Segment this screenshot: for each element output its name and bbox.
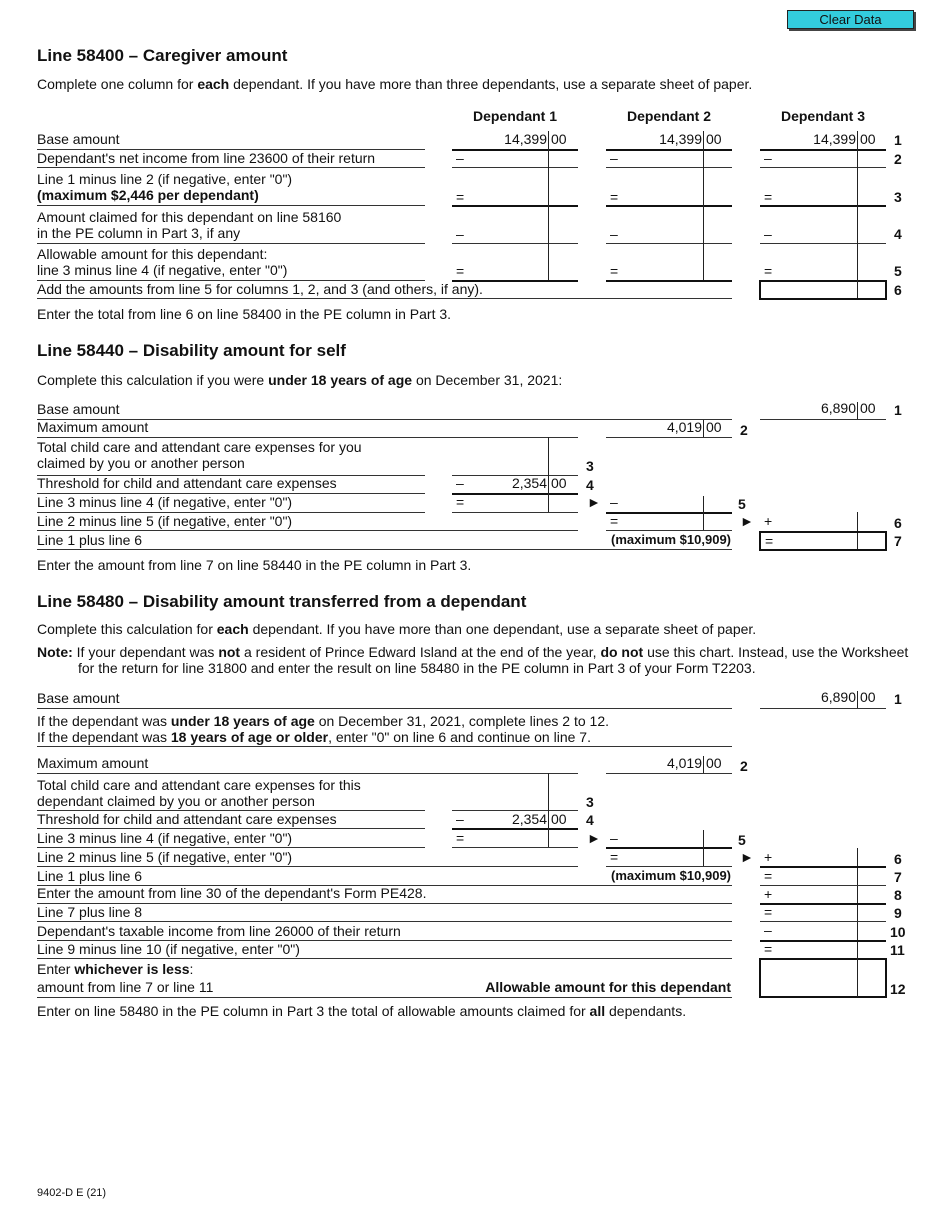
rule-line: [37, 512, 425, 513]
rule-line: [760, 280, 886, 282]
rule-line: [37, 419, 732, 420]
equals-sign: =: [456, 189, 465, 205]
row-label: Line 3 minus line 4 (if negative, enter "0"): [37, 830, 293, 846]
rule-line: [37, 149, 425, 150]
text: Enter on line 58480 in the PE column in Part 3 the total of allowable amounts claimed for: [37, 1003, 590, 1019]
amount-input[interactable]: [778, 514, 855, 530]
equals-sign: =: [764, 941, 773, 957]
base-amount-cents: 00: [706, 131, 722, 147]
text: Complete this calculation if you were: [37, 372, 269, 388]
base-amount-dollars: 14,399: [504, 131, 547, 147]
header-dependant-1: Dependant 1: [472, 108, 557, 124]
amount-input[interactable]: [620, 494, 701, 511]
caregiver-intro: [37, 76, 752, 92]
section-title-disability-self: Line 58440 – Disability amount for self: [37, 341, 346, 360]
amount-input[interactable]: [778, 904, 855, 920]
line-number: 7: [894, 869, 902, 885]
equals-sign: =: [765, 533, 774, 549]
max-amount-cents: 00: [706, 419, 722, 435]
amount-input[interactable]: [620, 849, 701, 865]
amount-input[interactable]: [620, 513, 701, 529]
equals-sign: =: [610, 189, 619, 205]
base-amount-dollars: 14,399: [659, 131, 702, 147]
text: Complete this calculation for: [37, 621, 217, 637]
equals-sign: =: [456, 263, 465, 279]
cents-divider: [703, 830, 704, 866]
text: If the dependant was: [37, 729, 171, 745]
line-number: 1: [894, 691, 902, 707]
maximum-note: (maximum $10,909): [611, 532, 731, 547]
line-number: 1: [894, 402, 902, 418]
line-number: 11: [890, 942, 905, 958]
line-number: 5: [894, 263, 902, 279]
text: If your dependant was: [72, 644, 219, 660]
amount-input[interactable]: [466, 811, 546, 827]
rule-line: [37, 205, 425, 206]
rule-line: [37, 280, 425, 281]
note: [37, 644, 908, 660]
text: , enter "0" on line 6 and continue on line 7.: [328, 729, 591, 745]
disability-self-footer: Enter the amount from line 7 on line 58440 in the PE column in Part 3.: [37, 557, 472, 573]
amount-input[interactable]: [466, 206, 576, 242]
line-number: 9: [894, 905, 902, 921]
plus-sign: +: [764, 849, 773, 865]
rule-line: [760, 419, 886, 420]
rule-line: [37, 493, 425, 494]
header-dependant-2: Dependant 2: [626, 108, 711, 124]
maximum-note: (maximum $10,909): [611, 868, 731, 883]
text: under 18 years of age: [170, 713, 315, 729]
minus-sign: –: [456, 226, 464, 242]
line-number: 4: [894, 226, 902, 242]
threshold-cents: 00: [551, 811, 567, 827]
rule-line: [37, 940, 732, 941]
amount-input[interactable]: [774, 168, 884, 204]
condition-18-or-older: [37, 729, 591, 745]
rule-line: [760, 921, 886, 922]
line-number: 1: [894, 132, 902, 148]
rule-line: [37, 243, 425, 244]
line-number: 7: [894, 533, 902, 549]
condition-under-18: [37, 713, 609, 729]
rule-line: [37, 847, 425, 848]
row-label: Add the amounts from line 5 for columns 1, 2, and 3 (and others, if any).: [37, 281, 483, 297]
equals-sign: =: [764, 189, 773, 205]
minus-sign: –: [456, 475, 464, 491]
equals-sign: =: [610, 513, 619, 529]
rule-line: [606, 773, 732, 774]
row-label: Enter the amount from line 30 of the dependant's Form PE428.: [37, 885, 427, 901]
amount-input[interactable]: [620, 150, 730, 166]
amount-input[interactable]: [774, 244, 884, 279]
line-number: 5: [738, 832, 746, 848]
line-number: 8: [894, 887, 902, 903]
text: each: [216, 621, 249, 637]
arrow-icon: ►: [587, 494, 601, 510]
rule-line: [37, 530, 578, 531]
amount-input[interactable]: [774, 150, 884, 166]
text: Complete one column for: [37, 76, 198, 92]
minus-sign: –: [456, 811, 464, 827]
rule-line: [37, 810, 425, 811]
line-number: 4: [586, 477, 594, 493]
line-number: 2: [740, 422, 748, 438]
row-label: Maximum amount: [37, 755, 149, 771]
line-number: 10: [890, 924, 906, 940]
max-amount-cents: 00: [706, 755, 722, 771]
section-title-disability-transfer: Line 58480 – Disability amount transferred from a dependant: [37, 592, 527, 611]
text: not: [218, 644, 241, 660]
amount-input[interactable]: [466, 150, 576, 166]
rule-line: [606, 280, 732, 282]
equals-sign: =: [456, 494, 465, 510]
line-6-total-box[interactable]: [759, 280, 887, 300]
rule-line: [37, 921, 732, 922]
text: use this chart. Instead, use the Worksheet: [643, 644, 909, 660]
plus-sign: +: [764, 886, 773, 902]
line-number: 3: [894, 189, 902, 205]
amount-input[interactable]: [466, 476, 546, 492]
amount-input[interactable]: [466, 168, 576, 204]
rule-line: [37, 903, 732, 904]
amount-input[interactable]: [620, 168, 730, 204]
text: If the dependant was: [37, 713, 171, 729]
rule-line: [37, 997, 732, 998]
minus-sign: –: [764, 150, 772, 166]
form-id: 9402-D E (21): [37, 1187, 107, 1199]
base-amount-cents: 00: [860, 131, 876, 147]
line-number: 6: [894, 515, 902, 531]
cents-divider: [703, 420, 704, 437]
row-label: Line 3 minus line 4 (if negative, enter "0"): [37, 494, 293, 510]
amount-input[interactable]: [778, 960, 855, 996]
text: under 18 years of age: [268, 372, 413, 388]
text: Enter: [37, 961, 75, 977]
row-label: Dependant's taxable income from line 26000 of their return: [37, 923, 401, 939]
text: dependant. If you have more than one dependant, use a separate sheet of paper.: [248, 621, 757, 637]
header-dependant-3: Dependant 3: [780, 108, 865, 124]
amount-input[interactable]: [778, 886, 855, 902]
amount-input[interactable]: [778, 849, 855, 866]
minus-sign: –: [610, 494, 618, 510]
line-number: 4: [586, 812, 594, 828]
cents-divider: [857, 280, 858, 298]
threshold-dollars: 2,354: [511, 475, 547, 491]
minus-sign: –: [764, 922, 772, 938]
rule-line: [452, 280, 578, 282]
rule-line: [452, 847, 578, 848]
base-amount-dollars: 6,890: [820, 400, 856, 416]
row-label: Base amount: [37, 131, 120, 147]
row-label: dependant claimed by you or another person: [37, 793, 315, 809]
amount-input[interactable]: [466, 830, 546, 846]
text: whichever is less: [74, 961, 190, 977]
rule-line: [37, 958, 732, 959]
rule-line: [452, 512, 578, 513]
row-label: Total child care and attendant care expenses for you: [37, 439, 362, 455]
arrow-icon: ►: [740, 849, 754, 865]
row-label: Line 1 plus line 6: [37, 532, 143, 548]
text: :: [189, 961, 194, 977]
line-number: 3: [586, 458, 594, 474]
line-number: 12: [890, 981, 906, 997]
equals-sign: =: [456, 830, 465, 846]
text: dependant. If you have more than three dependants, use a separate sheet of paper.: [229, 76, 753, 92]
minus-sign: –: [610, 150, 618, 166]
row-label: [37, 961, 193, 977]
disability-transfer-footer: [37, 1003, 686, 1019]
text: a resident of Prince Edward Island at the end of the year,: [240, 644, 601, 660]
minus-sign: –: [610, 830, 618, 846]
rule-line: [37, 866, 578, 867]
text: on December 31, 2021:: [412, 372, 563, 388]
equals-sign: =: [610, 263, 619, 279]
line-number: 3: [586, 794, 594, 810]
text: Note:: [37, 644, 73, 660]
row-label: Line 9 minus line 10 (if negative, enter "0"): [37, 941, 300, 957]
equals-sign: =: [610, 849, 619, 865]
note-line-2: for the return for line 31800 and enter the result on line 58480 in the PE column in Part 3 of your Form T2203.: [78, 660, 756, 676]
base-amount-cents: 00: [551, 131, 567, 147]
rule-line: [37, 437, 578, 438]
rule-line: [37, 549, 732, 550]
line-number: 2: [894, 151, 902, 167]
amount-input[interactable]: [778, 867, 855, 884]
row-label: claimed by you or another person: [37, 455, 245, 471]
cents-divider: [548, 773, 549, 847]
row-label: Line 1 plus line 6: [37, 868, 143, 884]
equals-sign: =: [764, 868, 773, 884]
rule-line: [37, 828, 425, 829]
amount-input[interactable]: [620, 830, 701, 846]
amount-input[interactable]: [778, 923, 855, 939]
rule-line: [37, 746, 732, 747]
clear-data-button[interactable]: Clear Data: [787, 10, 914, 29]
text: dependants.: [605, 1003, 687, 1019]
amount-input[interactable]: [466, 494, 546, 511]
cents-divider: [548, 437, 549, 512]
row-label: Line 2 minus line 5 (if negative, enter "0"): [37, 513, 293, 529]
row-label: Maximum amount: [37, 419, 149, 435]
base-amount-dollars: 14,399: [813, 131, 856, 147]
rule-line: [606, 530, 732, 531]
rule-line: [37, 773, 578, 774]
rule-line: [760, 708, 886, 709]
row-label: Line 7 plus line 8: [37, 904, 143, 920]
amount-input[interactable]: [778, 941, 855, 957]
text: do not: [600, 644, 644, 660]
base-amount-dollars: 6,890: [820, 689, 856, 705]
amount-input[interactable]: [466, 244, 576, 279]
rule-line: [37, 708, 732, 709]
amount-input[interactable]: [620, 244, 730, 279]
base-amount-cents: 00: [860, 689, 876, 705]
cents-divider: [703, 496, 704, 530]
equals-sign: =: [764, 904, 773, 920]
amount-input[interactable]: [778, 533, 855, 549]
minus-sign: –: [610, 226, 618, 242]
row-label: Total child care and attendant care expenses for this: [37, 777, 361, 793]
line-number: 6: [894, 282, 902, 298]
minus-sign: –: [764, 226, 772, 242]
line-number: 2: [740, 758, 748, 774]
rule-line: [37, 298, 732, 299]
max-amount-dollars: 4,019: [666, 755, 702, 771]
max-amount-dollars: 4,019: [666, 419, 702, 435]
rule-line: [37, 475, 425, 476]
arrow-icon: ►: [740, 513, 754, 529]
row-label: line 3 minus line 4 (if negative, enter "0"): [37, 262, 288, 278]
row-label: Threshold for child and attendant care expenses: [37, 811, 337, 827]
allowable-amount-label: Allowable amount for this dependant: [485, 979, 731, 995]
rule-line: [606, 866, 732, 867]
text: all: [589, 1003, 606, 1019]
equals-sign: =: [764, 263, 773, 279]
text: each: [197, 76, 230, 92]
line-number: 6: [894, 851, 902, 867]
text: 18 years of age or older: [170, 729, 329, 745]
row-label: Dependant's net income from line 23600 of their return: [37, 150, 376, 166]
cents-divider: [857, 402, 858, 419]
plus-sign: +: [764, 513, 773, 529]
cents-divider: [857, 691, 858, 708]
caregiver-footer: Enter the total from line 6 on line 58400 in the PE column in Part 3.: [37, 306, 452, 322]
line-number: 5: [738, 496, 746, 512]
disability-self-intro: [37, 372, 562, 388]
cents-divider: [703, 756, 704, 773]
section-title-caregiver: Line 58400 – Caregiver amount: [37, 46, 288, 65]
rule-line: [37, 167, 425, 168]
row-label: Base amount: [37, 690, 120, 706]
cents-divider: [857, 848, 858, 997]
arrow-icon: ►: [587, 830, 601, 846]
row-label: Line 2 minus line 5 (if negative, enter "0"): [37, 849, 293, 865]
amount-input[interactable]: [620, 206, 730, 242]
rule-line: [606, 437, 732, 438]
row-label: Amount claimed for this dependant on line 58160: [37, 209, 342, 225]
base-amount-cents: 00: [860, 400, 876, 416]
row-label: Base amount: [37, 401, 120, 417]
row-label: (maximum $2,446 per dependant): [37, 187, 259, 203]
disability-transfer-intro: [37, 621, 756, 637]
row-label: amount from line 7 or line 11: [37, 979, 214, 995]
threshold-cents: 00: [551, 475, 567, 491]
threshold-dollars: 2,354: [511, 811, 547, 827]
text: on December 31, 2021, complete lines 2 to 12.: [314, 713, 610, 729]
row-label: in the PE column in Part 3, if any: [37, 225, 241, 241]
minus-sign: –: [456, 150, 464, 166]
row-label: Allowable amount for this dependant:: [37, 246, 268, 262]
row-label: Threshold for child and attendant care expenses: [37, 475, 337, 491]
rule-line: [37, 885, 732, 886]
amount-input[interactable]: [774, 206, 884, 242]
row-label: Line 1 minus line 2 (if negative, enter "0"): [37, 171, 293, 187]
